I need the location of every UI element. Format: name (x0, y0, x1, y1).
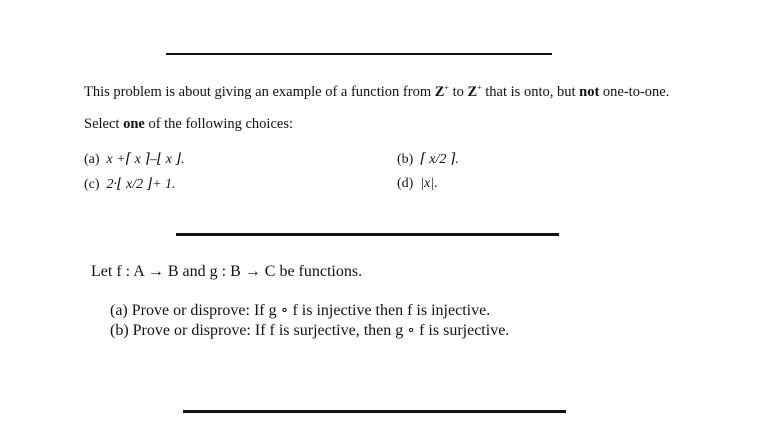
choice-c: (c) 2·⌊ x/2 ⌋+ 1. (84, 177, 176, 192)
emphasis-not: not (579, 83, 600, 100)
problem2-intro: Let f : A → B and g : B → C be functions. (91, 263, 363, 280)
problem1-instruction: Select one of the following choices: (84, 116, 293, 132)
choice-d: (d) |x|. (397, 176, 438, 191)
top-divider (166, 53, 552, 55)
choice-a: (a) x +⌈ x ⌉–⌊ x ⌋. (84, 152, 185, 167)
problem2-item-a: (a) Prove or disprove: If g ∘ f is injective then f is injective. (110, 302, 491, 319)
bottom-divider (183, 410, 566, 413)
choice-b: (b) ⌈ x/2 ⌉. (397, 152, 459, 167)
problem2-item-b: (b) Prove or disprove: If f is surjective, then g ∘ f is surjective. (110, 322, 510, 339)
problem1-intro: This problem is about giving an example of a function from Z+ to Z+ that is onto, but not one-to-one. (84, 83, 670, 100)
middle-divider (176, 233, 559, 236)
emphasis-one: one (123, 116, 145, 132)
